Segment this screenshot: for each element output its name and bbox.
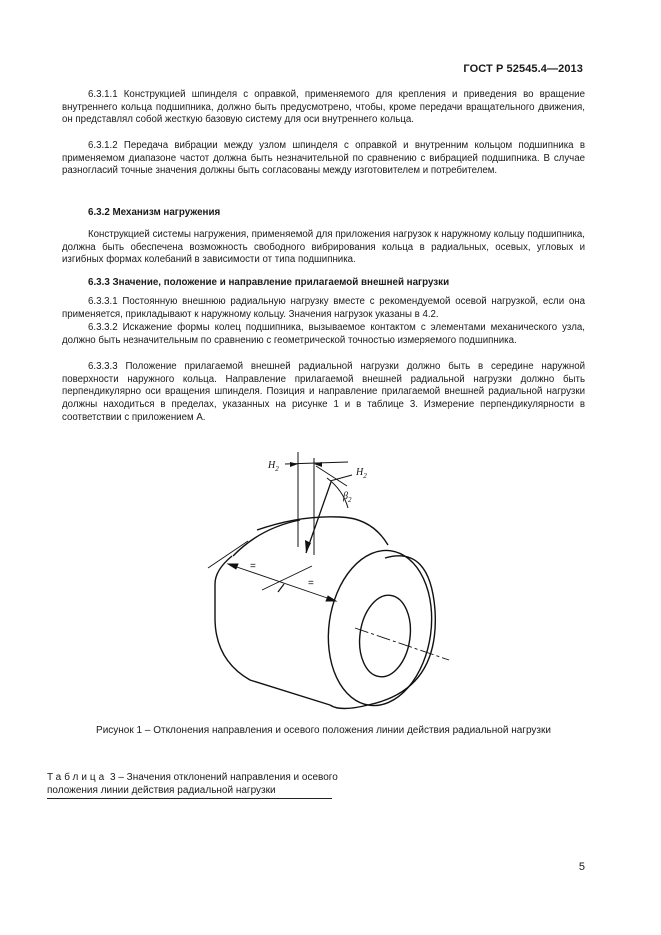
paragraph-6-3-3-3: 6.3.3.3 Положение прилагаемой внешней радиальной нагрузки должно быть в середине наружной поверхности наружного кольца. Направление прилагаемой внешней радиальной нагрузки должно быть перпендикулярно оси вращения шпинделя. Позиция и направление прилагаемой внешней радиальной нагрузки должны находиться в пределах, указанных на рисунке 1 и в таблице 3. Измерение перпендикулярности в соответствии с приложением А. xyxy=(62,361,585,423)
ring-body xyxy=(215,517,435,709)
table-title-line2: положения линии действия радиальной нагрузки xyxy=(47,785,276,796)
table-number: 3 xyxy=(110,772,116,783)
paragraph-6-3-2: Конструкцией системы нагружения, применяемой для приложения нагрузок к наружному кольцу подшипника, должна быть обеспечена возможность свободного вибрирования кольца в радиальных, осевых, угловых и изгибных формах колебаний в зависимости от типа подшипника. xyxy=(62,229,585,266)
load-vector xyxy=(285,452,352,555)
equal-sign-left: = xyxy=(250,561,256,572)
bore xyxy=(355,592,416,680)
table-title xyxy=(47,771,407,797)
outer-edge xyxy=(233,520,300,556)
paragraph-6-3-1-1: 6.3.1.1 Конструкцией шпинделя с оправкой, применяемого для крепления и приведения во вращение внутреннего кольца подшипника, должно быть предусмотрено, чтобы, кроме передачи вращательного движения, он представлял собой жесткую базовую систему для оси внутреннего кольца. xyxy=(62,89,585,126)
equal-sign-right: = xyxy=(308,578,314,589)
table-rule xyxy=(47,798,332,799)
paragraph-6-3-3-1: 6.3.3.1 Постоянную внешнюю радиальную нагрузку вместе с рекомендуемой осевой нагрузкой, если она применяется, прикладывают к наружному кольцу. Значения нагрузок указаны в 4.2. xyxy=(62,296,585,320)
table-word: Таблица xyxy=(47,772,108,783)
width-dimension xyxy=(208,541,336,601)
figure-caption: Рисунок 1 – Отклонения направления и осевого положения линии действия радиальной нагрузки xyxy=(96,725,551,736)
heading-6-3-2: 6.3.2 Механизм нагружения xyxy=(88,207,221,218)
page-number: 5 xyxy=(578,861,585,873)
heading-6-3-3: 6.3.3 Значение, положение и направление прилагаемой внешней нагрузки xyxy=(88,277,450,288)
table-title-rest: – Значения отклонений направления и осевого xyxy=(118,772,338,783)
h2-left-label: $H_2$ xyxy=(268,460,279,473)
paragraph-6-3-1-2: 6.3.1.2 Передача вибрации между узлом шпинделя с оправкой и внутренним кольцом подшипника в применяемом диапазоне частот должна быть незначительной по сравнению с вибрацией подшипника. В случае разногласий точные значения должны быть согласованы между изготовителем и потребителем. xyxy=(62,140,585,177)
standard-header: ГОСТ Р 52545.4—2013 xyxy=(463,63,583,75)
paragraph-6-3-3-2: 6.3.3.2 Искажение формы колец подшипника, вызываемое контактом с элементами механического узла, должно быть незначительным по сравнению с геометрической точностью измеряемого подшипника. xyxy=(62,322,585,346)
h2-right-label: $H_2$ xyxy=(356,467,367,480)
bearing-ring-figure xyxy=(200,436,460,721)
beta2-label: $\beta_2$ xyxy=(343,491,352,504)
